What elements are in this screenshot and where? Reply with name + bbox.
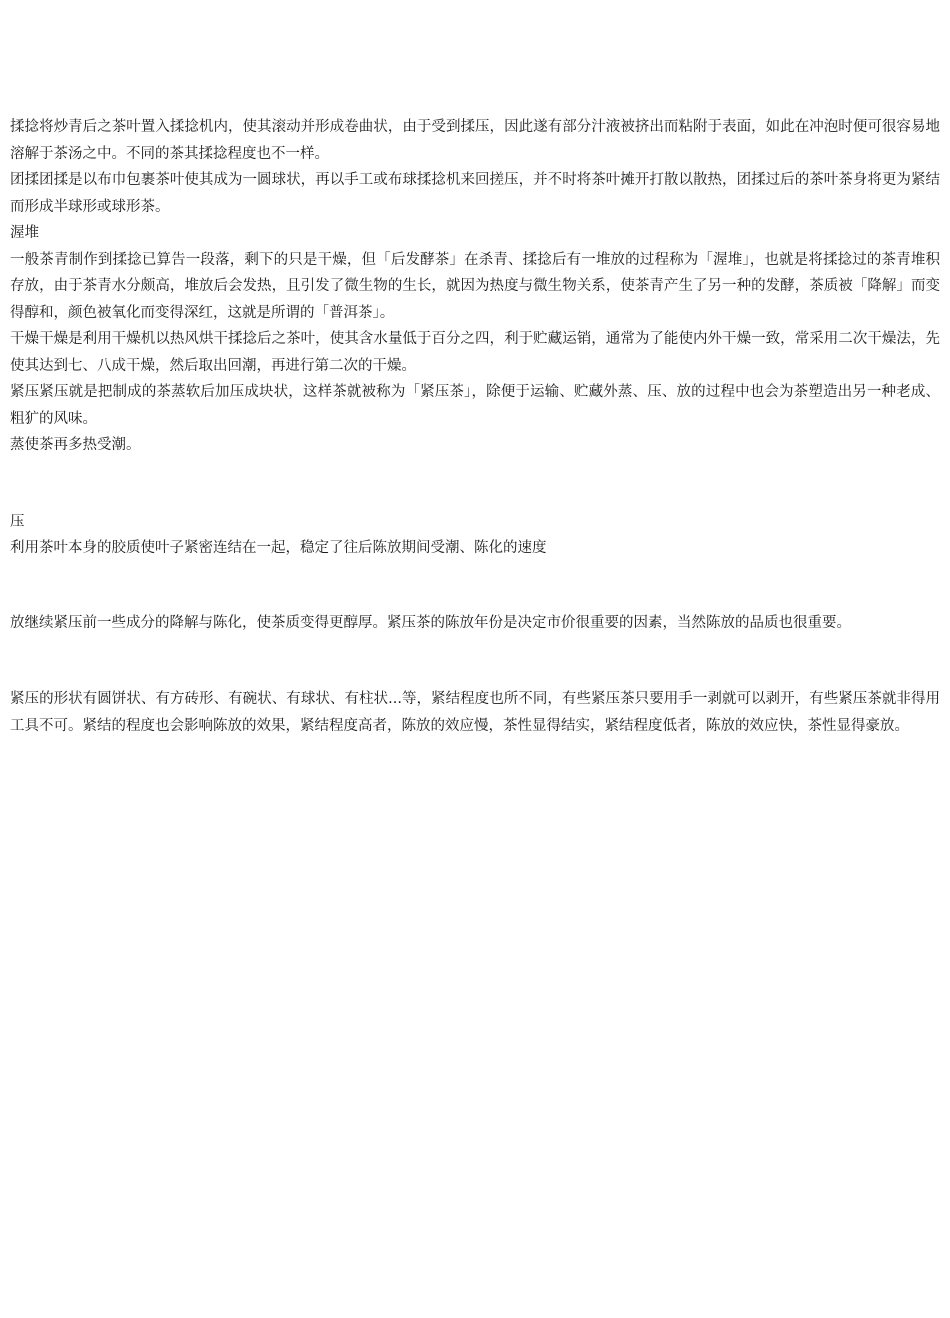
paragraph-ball-rolling: 团揉团揉是以布巾包裹茶叶使其成为一圆球状，再以手工或布球揉捻机来回搓压，并不时将茶叶摊开打散以散热，团揉过后的茶叶茶身将更为紧结而形成半球形或球形茶。 <box>10 172 940 215</box>
spacer <box>10 562 940 610</box>
document-body <box>10 114 940 739</box>
paragraph-pressing: 紧压紧压就是把制成的茶蒸软后加压成块状，这样茶就被称为「紧压茶」，除便于运输、贮藏外蒸、压、放的过程中也会为茶塑造出另一种老成、粗犷的风味。 <box>10 384 940 427</box>
paragraph-steam: 蒸使茶再多热受潮。 <box>10 437 141 453</box>
spacer <box>10 459 940 509</box>
spacer <box>10 636 940 686</box>
heading-heap: 渥堆 <box>10 225 39 241</box>
paragraph-heap: 一般茶青制作到揉捻已算告一段落，剩下的只是干燥，但「后发酵茶」在杀青、揉捻后有一堆放的过程称为「渥堆」，也就是将揉捻过的茶青堆积存放，由于茶青水分颇高，堆放后会发热，且引发了微生物的生长，就因为热度与微生物关系，使茶青产生了另一种的发酵，茶质被「降解」而变得醇和，颜色被氧化而变得深红，这就是所谓的「普洱茶」。 <box>10 251 940 321</box>
paragraph-shapes: 紧压的形状有圆饼状、有方砖形、有碗状、有球状、有柱状...等，紧结程度也所不同，有些紧压茶只要用手一剥就可以剥开，有些紧压茶就非得用工具不可。紧结的程度也会影响陈放的效果，紧结程度高者，陈放的效应慢，茶性显得结实，紧结程度低者，陈放的效应快，茶性显得豪放。 <box>10 691 940 734</box>
paragraph-aging: 放继续紧压前一些成分的降解与陈化，使茶质变得更醇厚。紧压茶的陈放年份是决定市价很重要的因素，当然陈放的品质也很重要。 <box>10 614 851 631</box>
heading-press: 压 <box>10 513 25 530</box>
paragraph-rolling: 揉捻将炒青后之茶叶置入揉捻机内，使其滚动并形成卷曲状，由于受到揉压，因此遂有部分汁液被挤出而粘附于表面，如此在冲泡时便可很容易地溶解于茶汤之中。不同的茶其揉捻程度也不一样。 <box>10 119 940 162</box>
paragraph-drying: 干燥干燥是利用干燥机以热风烘干揉捻后之茶叶，使其含水量低于百分之四，利于贮藏运销，通常为了能使内外干燥一致，常采用二次干燥法，先使其达到七、八成干燥，然后取出回潮，再进行第二次的干燥。 <box>10 331 940 374</box>
paragraph-press: 利用茶叶本身的胶质使叶子紧密连结在一起，稳定了往后陈放期间受潮、陈化的速度 <box>10 540 547 556</box>
